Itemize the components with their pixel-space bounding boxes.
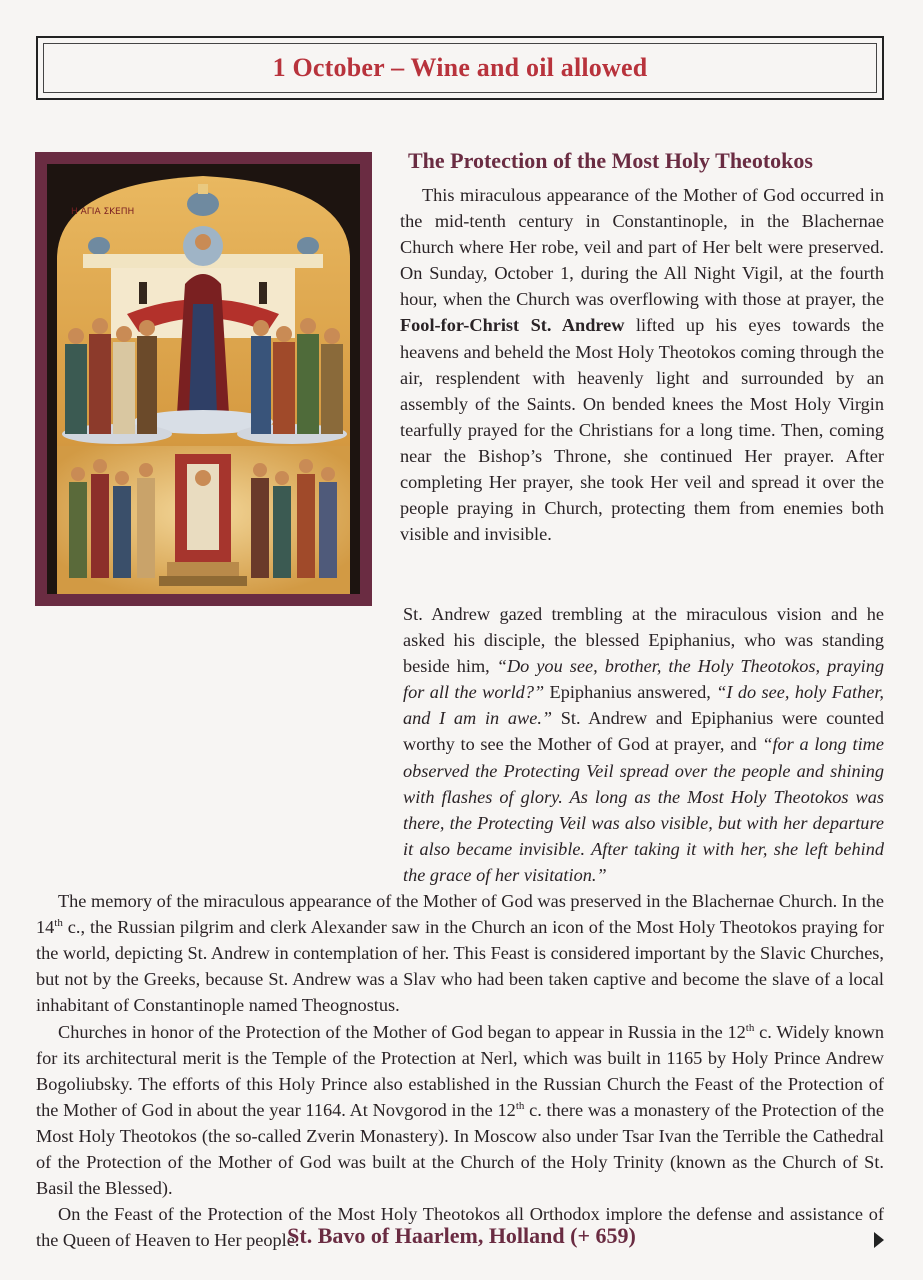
protection-icon-image [35,152,372,606]
paragraph-5: On the Feast of the Protection of the Most Holy Theotokos all Orthodox implore the defense and assistance of the Queen of Heaven to Her people. [36,1204,884,1251]
header-frame [36,36,884,100]
body-text [36,601,884,1253]
st-andrew-name: Fool-for-Christ St. Andrew [400,315,625,336]
paragraph-4: Churches in honor of the Protection of the Mother of God began to appear in Russia in the 12th c. Widely known for its architectural merit is the Temple of the Protection at Nerl, which was built in 1165 by Holy Prince Andrew Bogoliubsky. The efforts of this Holy Prince also established in the Russian Church the Feast of the Protection of the Mother of God in about the year 1164. At Novgorod in the 12th c. there was a monastery of the Protection of the Most Holy Theotokos (the so-called Zverin Monastery). In Moscow also under Tsar Ivan the Terrible the Cathedral of the Protection of the Mother of God was built at the Church of the Holy Trinity (known as the Church of St. Basil the Blessed). [36,1021,885,1199]
paragraph-2: St. Andrew gazed trembling at the miraculous vision and he asked his disciple, the blessed Epiphanius, who was standing beside him, “Do you see, brother, the Holy Theotokos, praying for all the world?” Epiphanius answered, “I do see, holy Father, and I am in awe.” St. Andrew and Epiphanius were counted worthy to see the Mother of God at prayer, and “for a long time observed the Protecting Veil spread over the people and shining with flashes of glory. As long as the Most Holy Theotokos was there, the Protecting Veil was also visible, but with her departure it also became invisible. After taking it with her, she left behind the grace of her visitation.” [403,604,884,885]
paragraph-3: The memory of the miraculous appearance of the Mother of God was preserved in the Blachernae Church. In the 14th c., the Russian pilgrim and clerk Alexander saw in the Church an icon of the Most Holy Theotokos praying for the world, depicting St. Andrew in contemplation of her. This Feast is considered important by the Slavic Churches, but not by the Greeks, because St. Andrew was a Slav who had been taken captive and become the slave of a local inhabitant of Constantinople named Theognostus. [36,891,884,1016]
icon-illustration [47,164,360,594]
icon-inscription: Η ΑΓΙΑ ΣΚΕΠΗ [71,207,135,217]
intro-paragraph-column [400,182,884,547]
paragraph-1: This miraculous appearance of the Mother of God occurred in the mid-tenth century in Constantinople, in the Blachernae Church where Her robe, veil and part of Her belt were preserved. On Sunday, October 1, during the All Night Vigil, at the fourth hour, when the Church was overflowing with those at prayer, the Fool-for-Christ St. Andrew lifted up his eyes towards the heavens and beheld the Most Holy Theotokos coming through the air, resplendent with heavenly light and surrounded by an assembly of the Saints. On bended knees the Most Holy Virgin tearfully prayed for the Christians for a long time. Then, coming near the Bishop’s Throne, she continued Her prayer. After completing Her prayer, she took Her veil and spread it over the people praying in Church, protecting them from enemies both visible and invisible. [400,185,884,545]
page-title: 1 October – Wine and oil allowed [272,53,648,82]
next-page-arrow-icon[interactable] [874,1232,884,1248]
header-inner-frame [43,43,877,93]
feast-title: The Protection of the Most Holy Theotokos [408,148,813,173]
next-feast-title: St. Bavo of Haarlem, Holland (+ 659) [287,1223,636,1248]
